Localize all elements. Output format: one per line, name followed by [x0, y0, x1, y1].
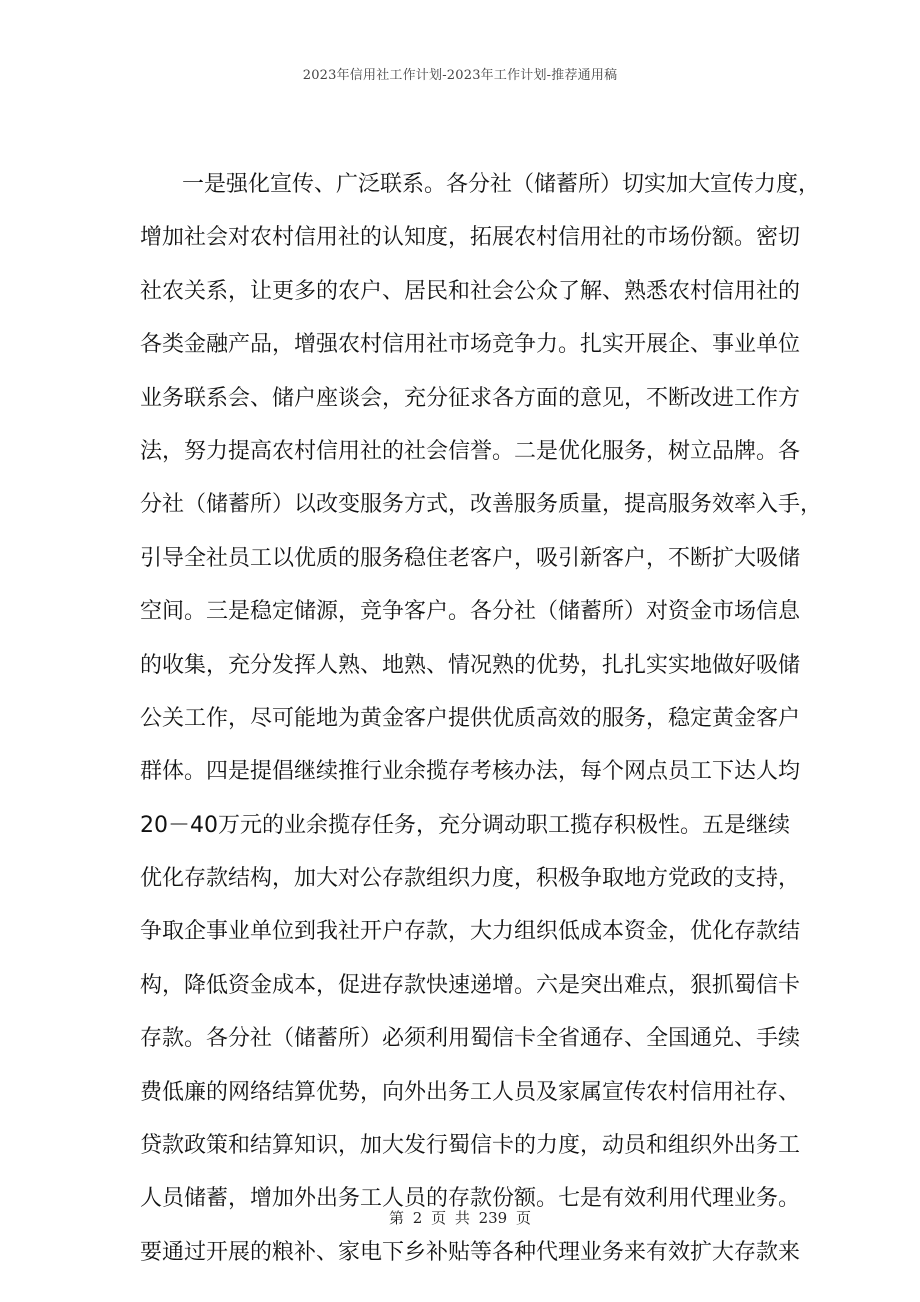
text-line: 构，降低资金成本，促进存款快速递增。六是突出难点，狠抓蜀信卡	[140, 972, 801, 998]
text-line: 增加社会对农村信用社的认知度，拓展农村信用社的市场份额。密切	[140, 225, 801, 251]
text-line: 各类金融产品，增强农村信用社市场竞争力。扎实开展企、事业单位	[140, 332, 801, 358]
text-line: 社农关系，让更多的农户、居民和社会公众了解、熟悉农村信用社的	[140, 278, 801, 304]
text-line: 法，努力提高农村信用社的社会信誉。二是优化服务，树立品牌。各	[140, 438, 801, 464]
text-line: 一是强化宣传、广泛联系。各分社（储蓄所）切实加大宣传力度，	[182, 172, 821, 197]
page-number: 第 2 页 共 239 页	[388, 1209, 531, 1227]
text-line: 引导全社员工以优质的服务稳住老客户，吸引新客户，不断扩大吸储	[140, 545, 801, 571]
text-line: 优化存款结构，加大对公存款组织力度，积极争取地方党政的支持，	[140, 866, 801, 892]
text-line: 争取企事业单位到我社开户存款，大力组织低成本资金，优化存款结	[140, 919, 801, 945]
text-line: 分社（储蓄所）以改变服务方式，改善服务质量，提高服务效率入手，	[140, 492, 823, 518]
text-line: 要通过开展的粮补、家电下乡补贴等各种代理业务来有效扩大存款来	[140, 1239, 801, 1265]
text-line: 贷款政策和结算知识，加大发行蜀信卡的力度，动员和组织外出务工	[140, 1133, 801, 1159]
text-line: 20－40万元的业余揽存任务，充分调动职工揽存积极性。五是继续	[140, 812, 790, 838]
text-line: 空间。三是稳定储源，竞争客户。各分社（储蓄所）对资金市场信息	[140, 599, 801, 625]
text-line: 费低廉的网络结算优势，向外出务工人员及家属宣传农村信用社存、	[140, 1079, 801, 1105]
text-line: 群体。四是提倡继续推行业余揽存考核办法，每个网点员工下达人均	[140, 759, 801, 785]
text-line: 公关工作，尽可能地为黄金客户提供优质高效的服务，稳定黄金客户	[140, 705, 801, 731]
document-body	[140, 158, 823, 1279]
text-line: 业务联系会、储户座谈会，充分征求各方面的意见，不断改进工作方	[140, 385, 801, 411]
text-line: 存款。各分社（储蓄所）必须利用蜀信卡全省通存、全国通兑、手续	[140, 1026, 801, 1052]
text-line: 的收集，充分发挥人熟、地熟、情况熟的优势，扎扎实实地做好吸储	[140, 652, 801, 678]
page-header: 2023年信用社工作计划-2023年工作计划-推荐通用稿	[302, 68, 618, 83]
text-line: 人员储蓄，增加外出务工人员的存款份额。七是有效利用代理业务。	[140, 1186, 801, 1212]
